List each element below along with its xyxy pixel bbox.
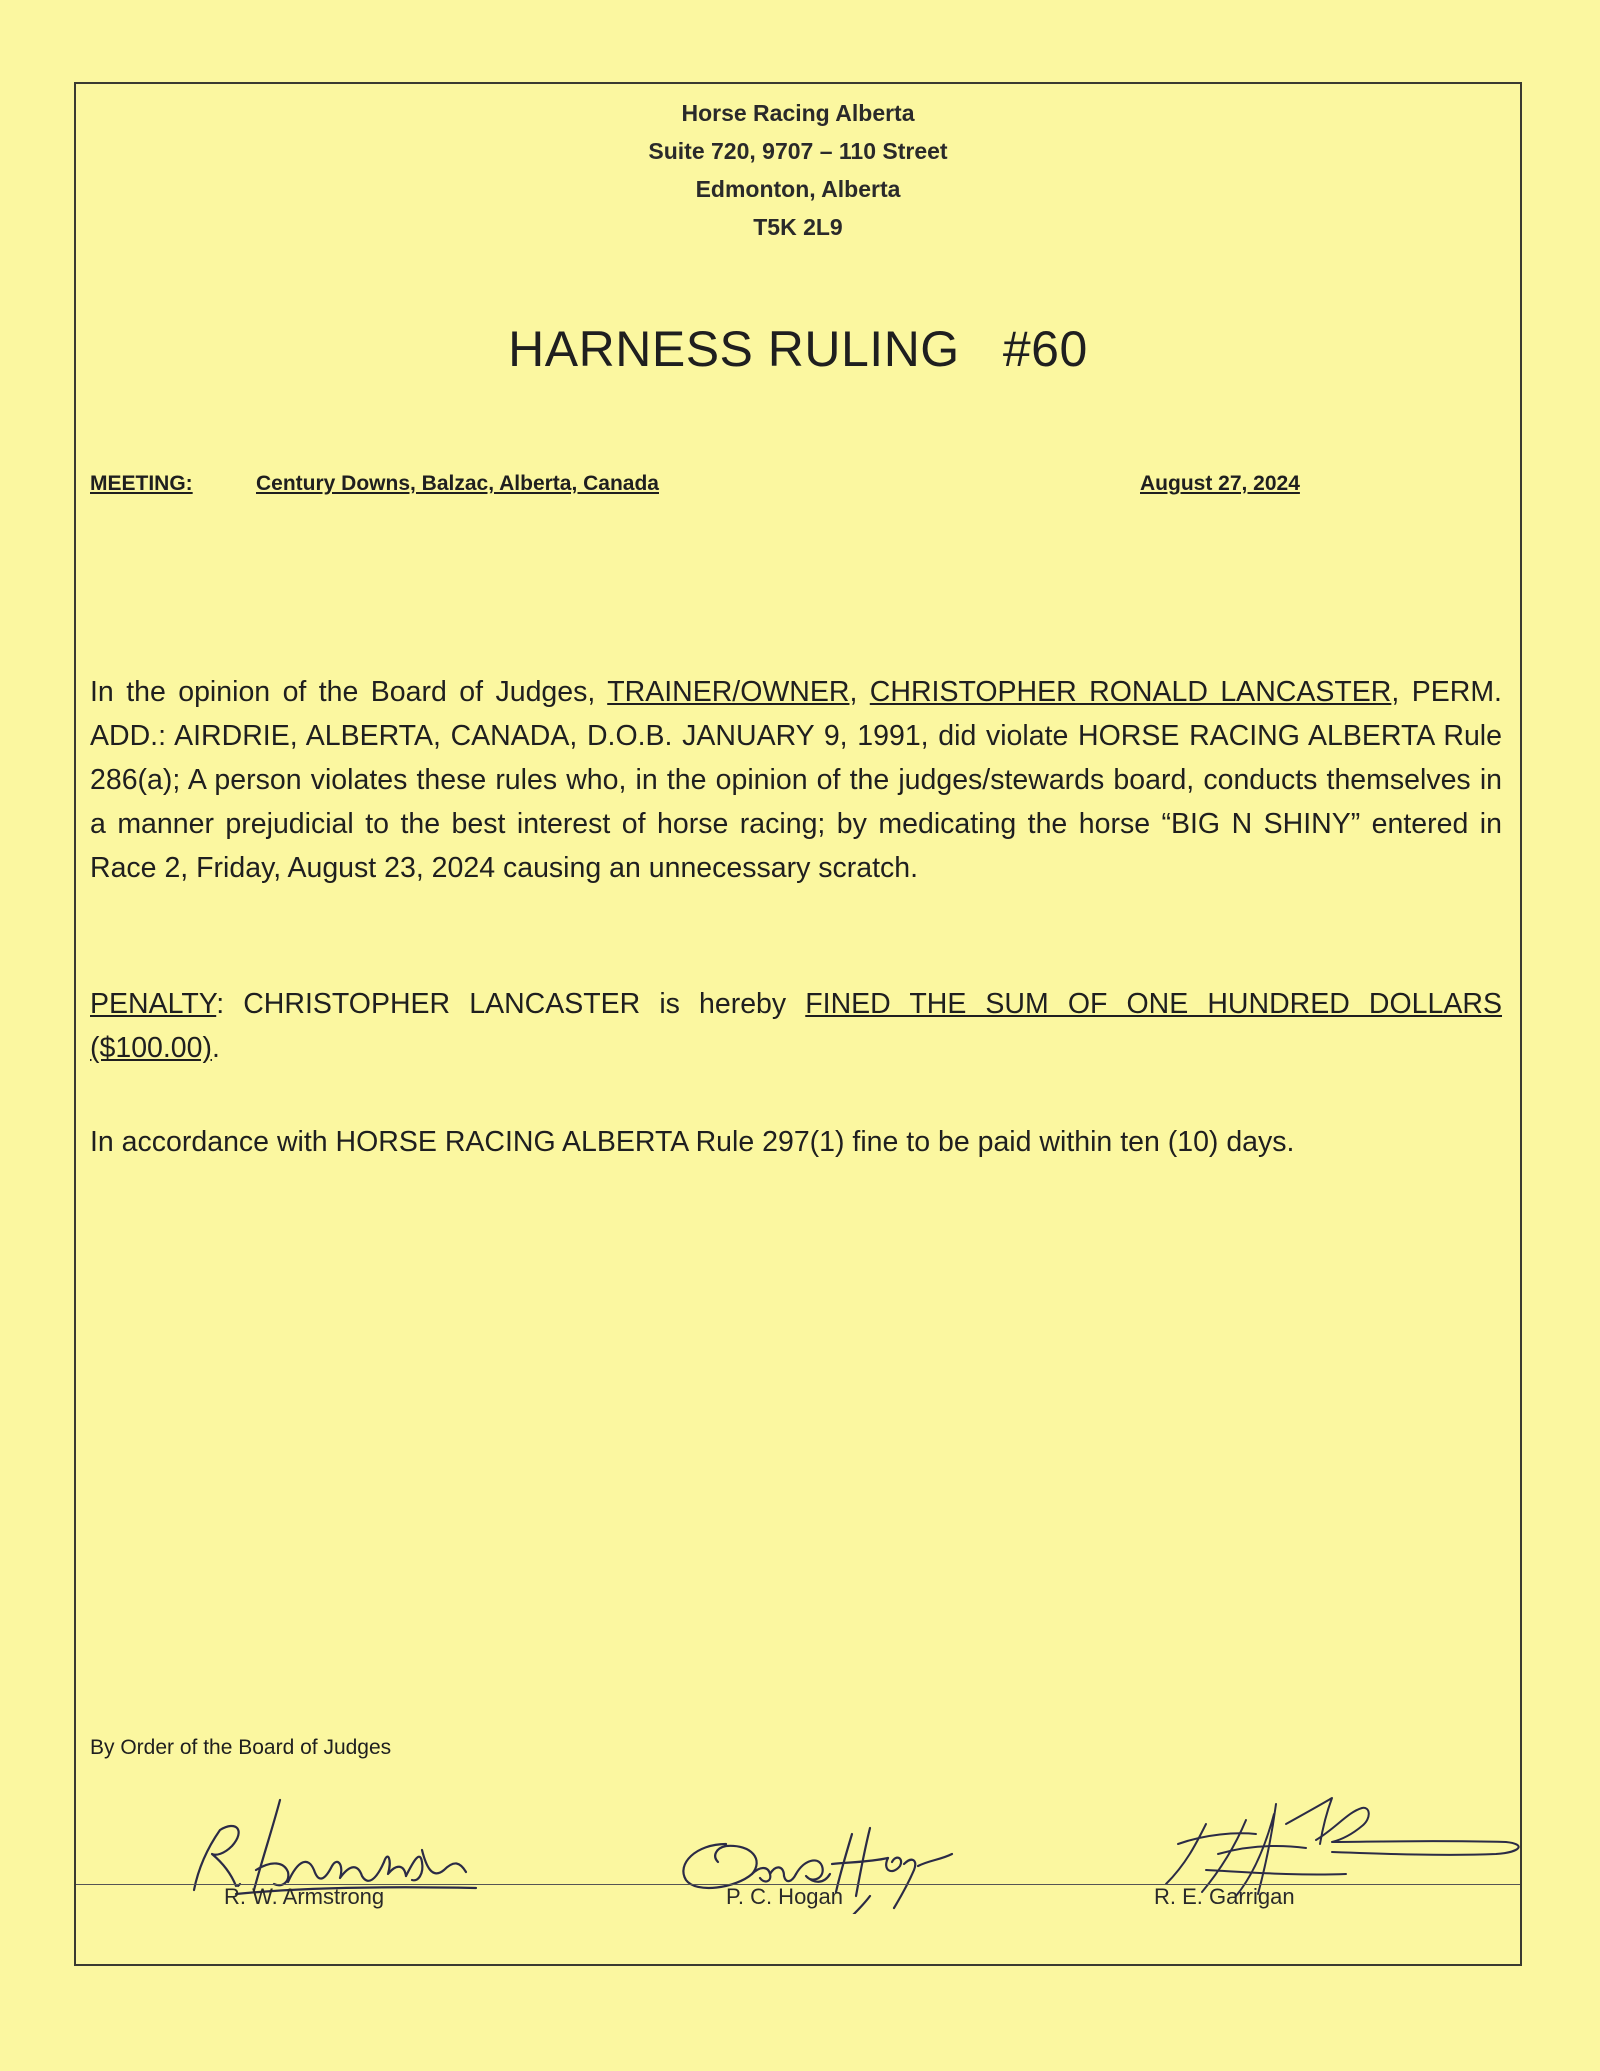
ruling-intro: In the opinion of the Board of Judges, [90,676,608,708]
org-name: Horse Racing Alberta [681,100,915,126]
meeting-date: August 27, 2024 [1140,472,1300,495]
payment-note: In accordance with HORSE RACING ALBERTA Rule 297(1) fine to be paid within ten (10) days. [90,1126,1295,1158]
ruling-sep: , [849,676,870,708]
ruling-frame [74,82,1522,1966]
org-street: Suite 720, 9707 – 110 Street [648,138,948,164]
signatory-name: P. C. Hogan [726,1884,844,1909]
org-city: Edmonton, Alberta [695,176,901,202]
signatory-name: R. E. Garrigan [1154,1884,1295,1909]
penalty-paragraph [90,982,1502,1070]
signatory-name: R. W. Armstrong [224,1884,385,1909]
penalty-text: : CHRISTOPHER LANCASTER is hereby [216,988,806,1020]
ruling-title: HARNESS RULING #60 [508,321,1088,377]
ruling-role: TRAINER/OWNER [607,676,850,708]
org-postal: T5K 2L9 [753,214,843,240]
penalty-end: . [212,1032,220,1064]
ruling-person-name: CHRISTOPHER RONALD LANCASTER [869,676,1392,708]
penalty-fine: FINED THE SUM OF ONE HUNDRED DOLLARS ($100.00) [90,988,1502,1064]
by-order-text: By Order of the Board of Judges [90,1736,392,1759]
meeting-venue: Century Downs, Balzac, Alberta, Canada [256,472,659,495]
letterhead [76,94,1520,246]
meeting-label: MEETING: [90,472,193,495]
ruling-paragraph [90,670,1502,890]
penalty-label: PENALTY [90,988,217,1020]
ruling-details: , PERM. ADD.: AIRDRIE, ALBERTA, CANADA, D.O.B. JANUARY 9, 1991, did violate HORSE RACING ALBERTA Rule 286(a); A person violates these rules who, in the opinion of the judges/stewards board, conducts themselves in a manner prejudicial to the best interest of horse racing; by medicating the horse “BIG N SHINY” entered in Race 2, Friday, August 23, 2024 causing an unnecessary scratch. [90,676,1502,884]
